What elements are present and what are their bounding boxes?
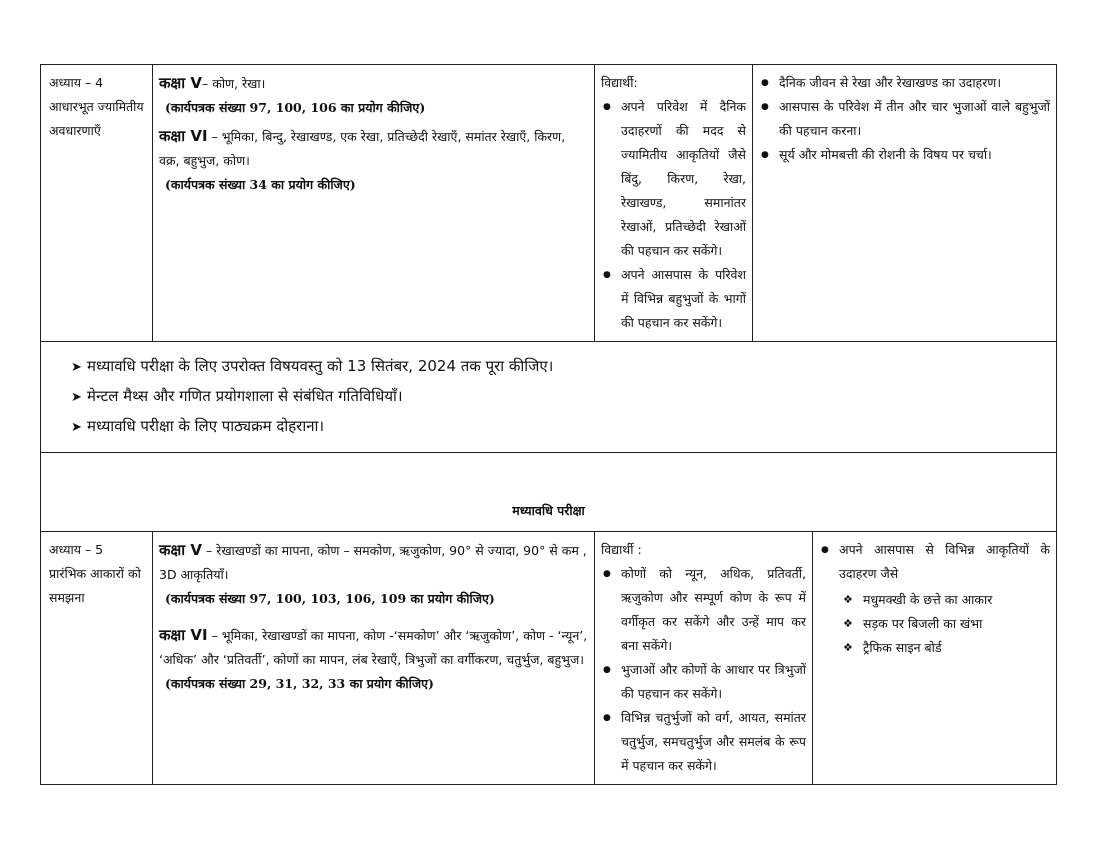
notes-cell: [41, 342, 1057, 453]
chapter-title: आधारभूत ज्यामितीय अवधारणाएँ: [49, 99, 144, 138]
outcomes-label: विद्यार्थी:: [601, 75, 638, 90]
notes-row: [41, 342, 1057, 453]
list-item: ❖ ट्रैफिक साइन बोर्ड: [863, 636, 1050, 660]
class-5-content: [159, 71, 588, 96]
list-item: ● अपने आसपास के परिवेश में विभिन्न बहुभुजों के भागों की पहचान कर सकेंगे।: [621, 263, 746, 335]
class-5-label: कक्षा V: [159, 541, 202, 559]
outcomes-cell: [595, 65, 753, 342]
list-item: ● सूर्य और मोमबत्ती की रोशनी के विषय पर चर्चा।: [779, 143, 1050, 167]
activities-list: [819, 538, 1050, 586]
activities-list: [759, 71, 1050, 167]
chapter-5-cell: [41, 532, 153, 785]
class-6-label: कक्षा VI: [159, 127, 208, 145]
class-6-label: कक्षा VI: [159, 626, 208, 644]
outcomes-label: विद्यार्थी :: [601, 542, 642, 557]
syllabus-table: [40, 64, 1057, 785]
list-item: ● विभिन्न चतुर्भुजों को वर्ग, आयत, समांतर चतुर्भुज, समचतुर्भुज और समलंब के रूप में पहचान कर सकेंगे।: [621, 706, 806, 778]
worksheet-note: (कार्यपत्रक संख्या 97, 100, 106 का प्रयोग कीजिए): [165, 100, 426, 115]
arrow-icon: ➤: [71, 390, 82, 405]
activities-cell: [753, 65, 1057, 342]
list-item: ● दैनिक जीवन से रेखा और रेखाखण्ड का उदाहरण।: [779, 71, 1050, 95]
exam-row: [41, 453, 1057, 532]
list-item: ● भुजाओं और कोणों के आधार पर त्रिभुजों की पहचान कर सकेंगे।: [621, 658, 806, 706]
outcomes-list: [601, 95, 746, 335]
class-6-text: – भूमिका, बिन्दु, रेखाखण्ड, एक रेखा, प्रतिच्छेदी रेखाएँ, समांतर रेखाएँ, किरण, वक्र, बहुभुज, कोण।: [159, 129, 566, 168]
note-item: [71, 412, 1026, 442]
class-6-content: [159, 124, 588, 173]
activities-cell: [813, 532, 1057, 785]
note-text: मध्यावधि परीक्षा के लिए पाठ्यक्रम दोहराना।: [87, 417, 325, 435]
arrow-icon: ➤: [71, 360, 82, 375]
worksheet-note: (कार्यपत्रक संख्या 34 का प्रयोग कीजिए): [165, 177, 356, 192]
class-5-label: कक्षा V: [159, 74, 202, 92]
note-text: मेन्टल मैथ्स और गणित प्रयोगशाला से संबंधित गतिविधियाँ।: [87, 387, 403, 405]
class-5-text: – रेखाखण्डों का मापना, कोण – समकोण, ऋजुकोण, 90° से ज्यादा, 90° से कम , 3D आकृतियाँ।: [159, 543, 587, 582]
content-cell: [153, 532, 595, 785]
class-5-content: [159, 538, 588, 587]
worksheet-note: (कार्यपत्रक संख्या 29, 31, 32, 33 का प्रयोग कीजिए): [165, 676, 434, 691]
class-6-content: [159, 623, 588, 672]
outcomes-list: [601, 562, 806, 778]
list-item: ❖ मधुमक्खी के छत्ते का आकार: [863, 588, 1050, 612]
content-cell: [153, 65, 595, 342]
note-item: [71, 382, 1026, 412]
list-item: ● अपने परिवेश में दैनिक उदाहरणों की मदद से ज्यामितीय आकृतियों जैसे बिंदु, किरण, रेखा, रेखाखण्ड, समानांतर रेखाओं, प्रतिच्छेदी रेखाओं की पहचान कर सकेंगे।: [621, 95, 746, 263]
list-item: ● कोणों को न्यून, अधिक, प्रतिवर्ती, ऋजुकोण और सम्पूर्ण कोण के रूप में वर्गीकृत कर सकेंगे और उन्हें माप कर बना सकेंगे।: [621, 562, 806, 658]
list-item: ❖ सड़क पर बिजली का खंभा: [863, 612, 1050, 636]
class-5-text: – कोण, रेखा।: [202, 76, 266, 91]
examples-list: [819, 588, 1050, 660]
exam-heading: मध्यावधि परीक्षा: [41, 453, 1057, 532]
chapter-number: अध्याय – 4: [49, 75, 104, 90]
arrow-icon: ➤: [71, 420, 82, 435]
list-item: ● अपने आसपास से विभिन्न आकृतियों के उदाहरण जैसे: [839, 538, 1050, 586]
note-item: [71, 352, 1026, 382]
class-6-text: – भूमिका, रेखाखण्डों का मापना, कोण -‘समकोण’ और ‘ऋजुकोण’, कोण - ‘न्यून’, ‘अधिक’ और ‘प्रतिवर्ती’, कोणों का मापन, लंब रेखाएँ, त्रिभुजों का वर्गीकरण, चतुर्भुज, बहुभुज।: [159, 628, 588, 667]
note-text: मध्यावधि परीक्षा के लिए उपरोक्त विषयवस्तु को 13 सितंबर, 2024 तक पूरा कीजिए।: [87, 357, 554, 375]
chapter-5-row: [41, 532, 1057, 785]
outcomes-cell: [595, 532, 813, 785]
chapter-4-row: [41, 65, 1057, 342]
chapter-4-cell: [41, 65, 153, 342]
list-item: ● आसपास के परिवेश में तीन और चार भुजाओं वाले बहुभुजों की पहचान करना।: [779, 95, 1050, 143]
worksheet-note: (कार्यपत्रक संख्या 97, 100, 103, 106, 109 का प्रयोग कीजिए): [165, 591, 495, 606]
chapter-number: अध्याय – 5: [49, 542, 104, 557]
chapter-title: प्रारंभिक आकारों को समझना: [49, 566, 141, 605]
